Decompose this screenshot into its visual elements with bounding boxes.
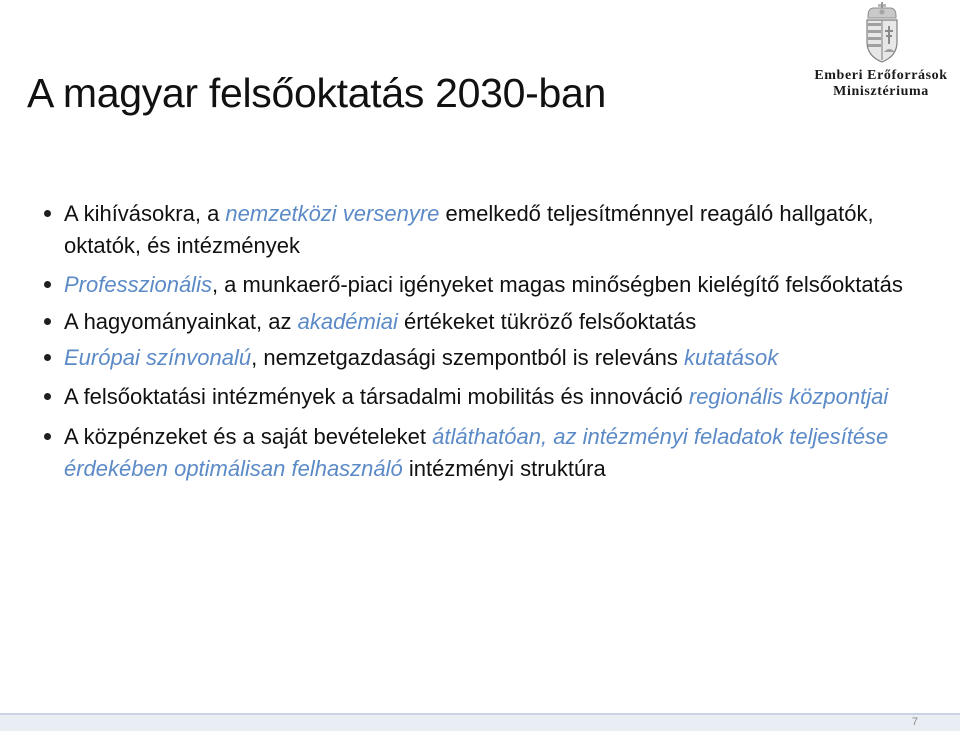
slide-title: A magyar felsőoktatás 2030-ban [27, 70, 607, 116]
bullet-item [42, 269, 942, 301]
bullet-text: A felsőoktatási intézmények a társadalmi mobilitás és innováció [64, 384, 689, 409]
hungarian-coat-of-arms-icon [860, 2, 904, 64]
bullet-emphasis: átláthatóan, az intézményi feladatok teljesítése érdekében optimálisan felhasználó [64, 424, 889, 481]
bullet-item [42, 198, 942, 262]
bullet-text: , a munkaerő-piaci igényeket magas minőségben kielégítő felsőoktatás [211, 272, 903, 297]
bullet-dot [44, 393, 51, 400]
bullet-dot [44, 354, 51, 361]
ministry-logo [806, 2, 956, 102]
bullet-dot [44, 318, 51, 325]
bullet-item [42, 306, 942, 338]
bullet-text: értékeket tükröző felsőoktatás [397, 309, 697, 334]
page-number: 7 [911, 716, 918, 728]
bullet-dot [44, 433, 51, 440]
bullet-item [42, 342, 942, 374]
bullet-text: intézményi struktúra [402, 456, 606, 481]
bullet-dot [44, 281, 51, 288]
logo-line-2: Minisztériuma [833, 84, 929, 99]
bullet-text: , nemzetgazdasági szempontból is releváns [251, 345, 685, 370]
bullet-item [42, 381, 942, 413]
bullet-emphasis: akadémiai [297, 309, 398, 334]
footer-bar [0, 713, 960, 731]
logo-line-1: Emberi Erőforrások [814, 68, 948, 83]
bullet-emphasis: Professzionális [64, 272, 212, 297]
bullet-text: A kihívásokra, a [64, 201, 226, 226]
bullet-list [42, 198, 942, 496]
bullet-text: A hagyományainkat, az [64, 309, 298, 334]
bullet-text: emelkedő teljesítménnyel reagáló hallgatók, oktatók, és intézmények [64, 201, 874, 258]
bullet-emphasis: nemzetközi versenyre [225, 201, 440, 226]
bullet-emphasis: kutatások [684, 345, 779, 370]
footer-edge [0, 713, 960, 715]
bullet-emphasis: regionális központjai [688, 384, 889, 409]
bullet-text: A közpénzeket és a saját bevételeket [64, 424, 433, 449]
bullet-emphasis: Európai színvonalú [64, 345, 252, 370]
bullet-dot [44, 210, 51, 217]
bullet-item [42, 421, 942, 485]
